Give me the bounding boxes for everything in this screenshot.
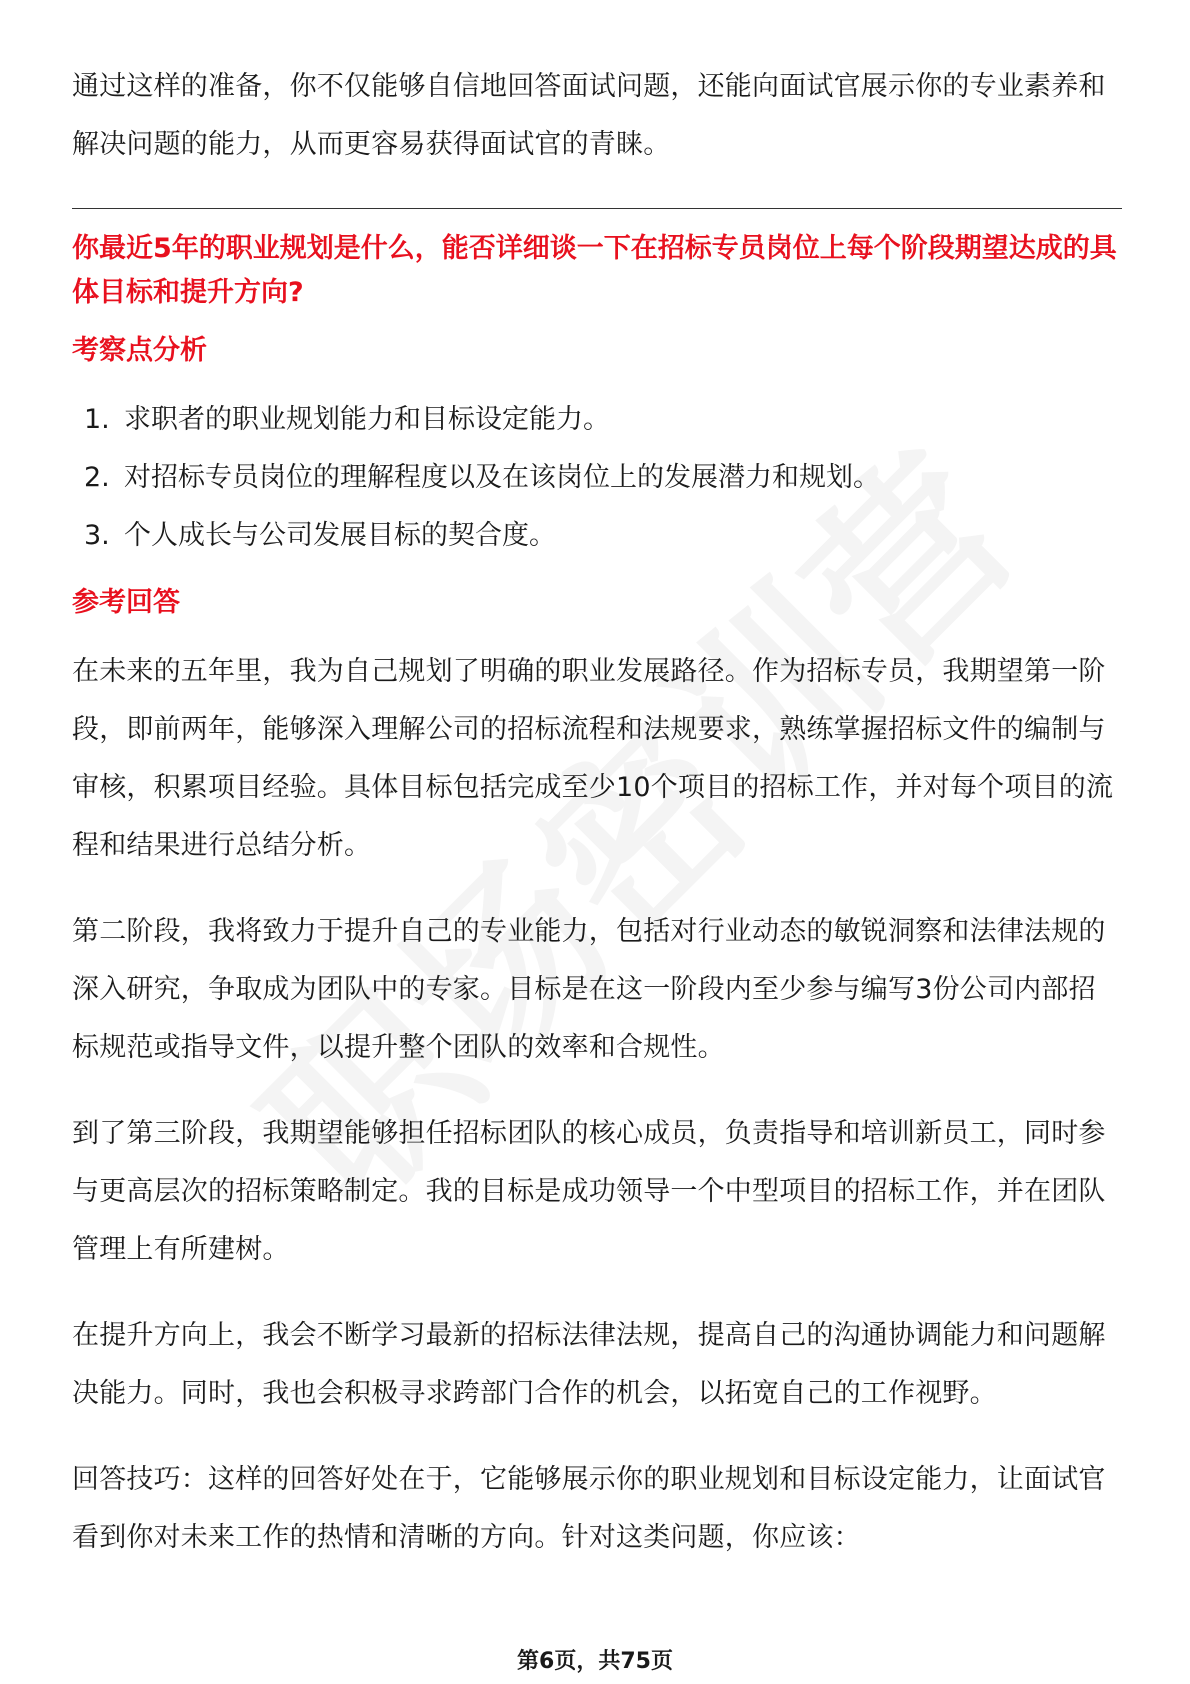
answer-paragraph: 第二阶段，我将致力于提升自己的专业能力，包括对行业动态的敏锐洞察和法律法规的深入研究，争取成为团队中的专家。目标是在这一阶段内至少参与编写3份公司内部招标规范或指导文件，以提升整个团队的效率和合规性。 bbox=[72, 916, 1106, 1063]
answer-paragraph: 到了第三阶段，我期望能够担任招标团队的核心成员，负责指导和培训新员工，同时参与更高层次的招标策略制定。我的目标是成功领导一个中型项目的招标工作，并在团队管理上有所建树。 bbox=[72, 1118, 1106, 1265]
analysis-list bbox=[72, 391, 1122, 565]
reference-answer bbox=[72, 643, 1122, 1567]
answer-paragraph: 在提升方向上，我会不断学习最新的招标法律法规，提高自己的沟通协调能力和问题解决能力。同时，我也会积极寻求跨部门合作的机会，以拓宽自己的工作视野。 bbox=[72, 1320, 1106, 1409]
document-page bbox=[72, 58, 1122, 1567]
list-number: 3. bbox=[84, 520, 110, 551]
list-number: 2. bbox=[84, 462, 110, 493]
list-text: 求职者的职业规划能力和目标设定能力。 bbox=[124, 404, 610, 435]
answer-paragraph: 在未来的五年里，我为自己规划了明确的职业发展路径。作为招标专员，我期望第一阶段，即前两年，能够深入理解公司的招标流程和法规要求，熟练掌握招标文件的编制与审核，积累项目经验。具体目标包括完成至少10个项目的招标工作，并对每个项目的流程和结果进行总结分析。 bbox=[72, 656, 1114, 861]
intro-paragraph: 通过这样的准备，你不仅能够自信地回答面试问题，还能向面试官展示你的专业素养和解决问题的能力，从而更容易获得面试官的青睐。 bbox=[72, 71, 1106, 160]
answer-tip-paragraph: 回答技巧：这样的回答好处在于，它能够展示你的职业规划和目标设定能力，让面试官看到你对未来工作的热情和清晰的方向。针对这类问题，你应该： bbox=[72, 1464, 1106, 1553]
section-divider bbox=[72, 208, 1122, 209]
list-text: 个人成长与公司发展目标的契合度。 bbox=[124, 520, 556, 551]
list-text: 对招标专员岗位的理解程度以及在该岗位上的发展潜力和规划。 bbox=[124, 462, 880, 493]
list-item bbox=[72, 507, 1122, 565]
list-item bbox=[72, 391, 1122, 449]
reference-heading: 参考回答 bbox=[72, 587, 180, 618]
list-number: 1. bbox=[84, 404, 110, 435]
interview-question: 你最近5年的职业规划是什么，能否详细谈一下在招标专员岗位上每个阶段期望达成的具体目标和提升方向? bbox=[72, 233, 1117, 308]
analysis-heading: 考察点分析 bbox=[72, 335, 207, 366]
list-item bbox=[72, 449, 1122, 507]
page-number: 第6页，共75页 bbox=[517, 1649, 673, 1674]
